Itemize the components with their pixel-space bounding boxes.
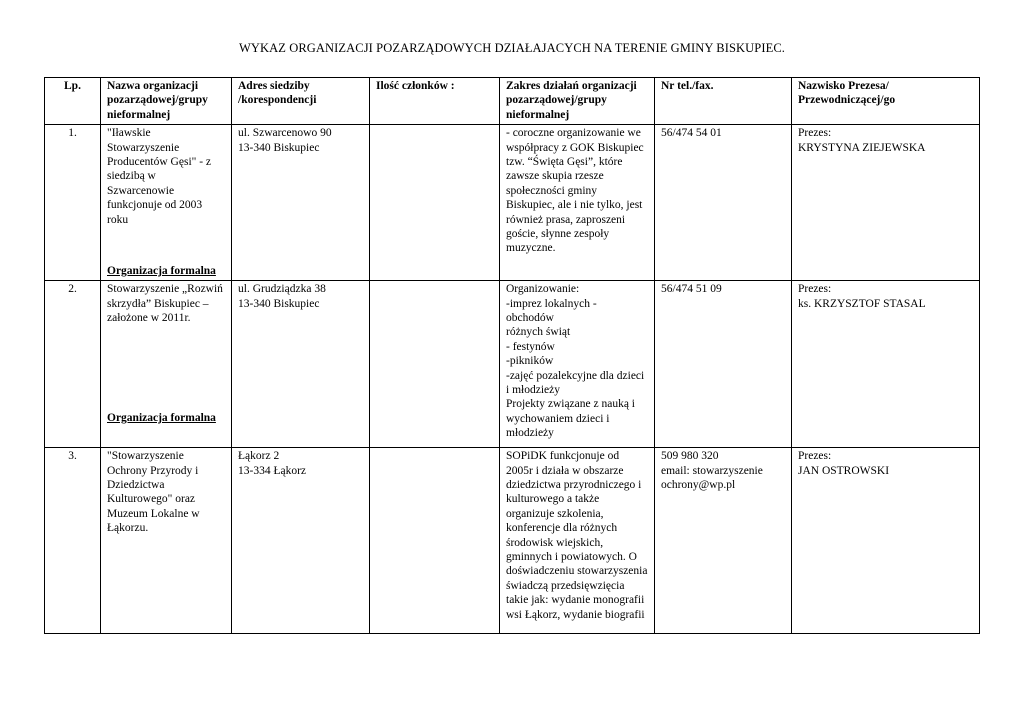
cell-address: ul. Szwarcenowo 90 13-340 Biskupiec: [232, 125, 370, 281]
cell-address: Łąkorz 2 13-334 Łąkorz: [232, 448, 370, 634]
cell-scope: - coroczne organizowanie we współpracy z GOK Biskupiec tzw. “Święta Gęsi”, które zawsze skupia rzesze społeczności gminy Biskupiec, ale i nie tylko, jest również prasa, zaproszeni goście, słynne zespoły muzyczne.: [500, 125, 655, 281]
cell-members: [370, 281, 500, 448]
formal-status: Organizacja formalna: [107, 411, 216, 424]
organizations-table: [44, 77, 980, 634]
header-members: Ilość członków :: [370, 78, 500, 125]
cell-name: [101, 281, 232, 448]
cell-lp: 1.: [45, 125, 101, 281]
cell-members: [370, 448, 500, 634]
cell-lp: 2.: [45, 281, 101, 448]
table-row: [45, 448, 980, 634]
table-header-row: [45, 78, 980, 125]
cell-lp: 3.: [45, 448, 101, 634]
table-row: [45, 125, 980, 281]
header-scope: Zakres działań organizacji pozarządowej/grupy nieformalnej: [500, 78, 655, 125]
organization-name: "Iławskie Stowarzyszenie Producentów Gęsi" - z siedzibą w Szwarcenowie funkcjonuje od 2003 roku: [107, 127, 212, 226]
document-title: WYKAZ ORGANIZACJI POZARZĄDOWYCH DZIAŁAJACYCH NA TERENIE GMINY BISKUPIEC.: [238, 41, 786, 55]
header-name: Nazwa organizacji pozarządowej/grupy nieformalnej: [101, 78, 232, 125]
scope-text: SOPiDK funkcjonuje od 2005r i działa w obszarze dziedzictwa przyrodniczego i kulturowego a także organizuje szkolenia, konferencje dla różnych środowisk wiejskich, gminnych i powiatowych. O doświadczeniu stowarzyszenia świadczą przedsięwzięcia takie jak: wydanie monografii wsi Łąkorz, wydanie biografii: [506, 450, 648, 621]
cell-scope: [500, 448, 655, 634]
header-lp: Lp.: [45, 78, 101, 125]
cell-name: [101, 125, 232, 281]
formal-status: Organizacja formalna: [107, 264, 216, 277]
header-phone: Nr tel./fax.: [655, 78, 792, 125]
cell-phone: 56/474 51 09: [655, 281, 792, 448]
cell-president: Prezes: ks. KRZYSZTOF STASAL: [792, 281, 980, 448]
cell-phone: 509 980 320 email: stowarzyszenie ochrony@wp.pl: [655, 448, 792, 634]
cell-address: ul. Grudziądzka 38 13-340 Biskupiec: [232, 281, 370, 448]
header-president: Nazwisko Prezesa/ Przewodniczącej/go: [792, 78, 980, 125]
cell-name: "Stowarzyszenie Ochrony Przyrody i Dziedzictwa Kulturowego" oraz Muzeum Lokalne w Łąkorzu.: [101, 448, 232, 634]
header-address: Adres siedziby /korespondencji: [232, 78, 370, 125]
cell-phone: 56/474 54 01: [655, 125, 792, 281]
cell-scope: Organizowanie: -imprez lokalnych - obchodów różnych świąt - festynów -pikników -zajęć pozalekcyjne dla dzieci i młodzieży Projekty związane z nauką i wychowaniem dzieci i młodzieży: [500, 281, 655, 448]
cell-president: Prezes: KRYSTYNA ZIEJEWSKA: [792, 125, 980, 281]
cell-members: [370, 125, 500, 281]
organization-name: Stowarzyszenie „Rozwiń skrzydła” Biskupiec – założone w 2011r.: [107, 283, 223, 325]
cell-president: Prezes: JAN OSTROWSKI: [792, 448, 980, 634]
table-row: [45, 281, 980, 448]
